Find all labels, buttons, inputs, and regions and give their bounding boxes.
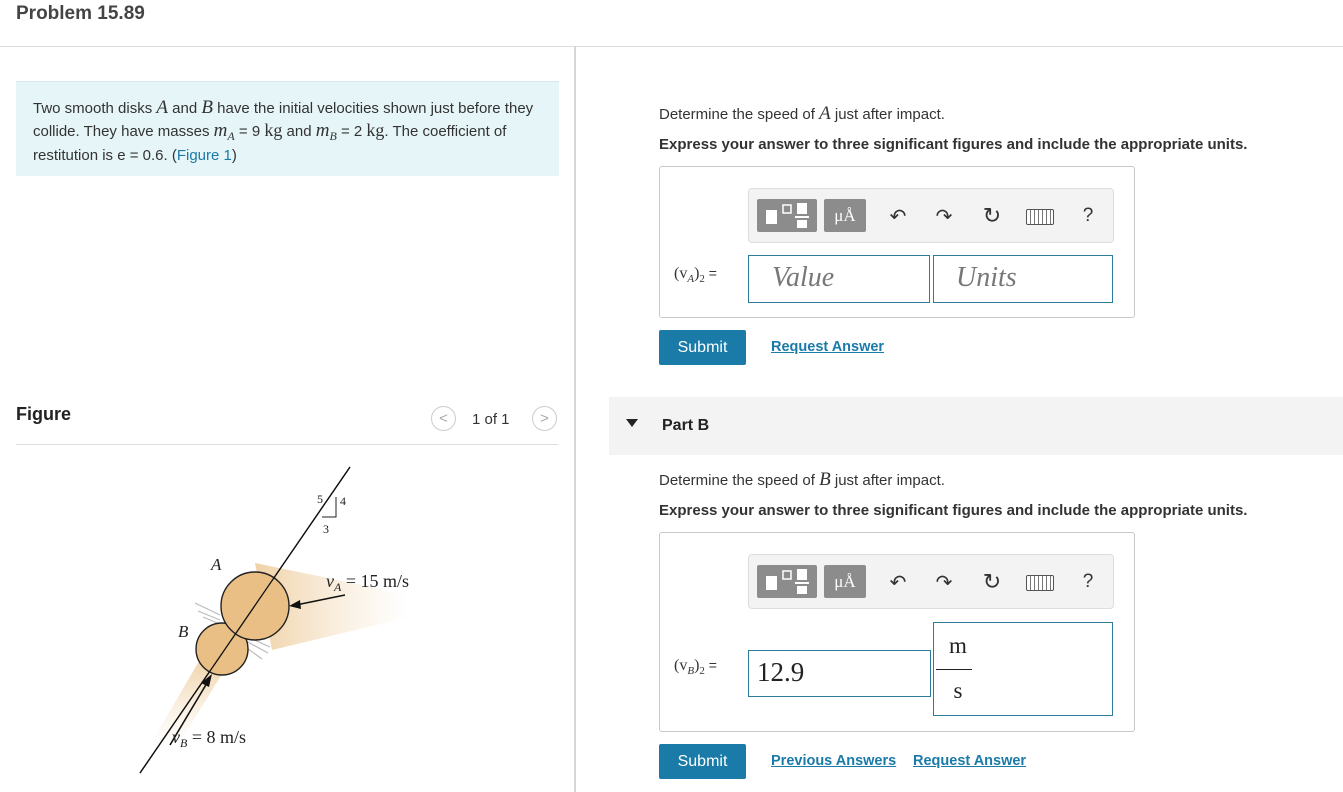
part-b-answer-box — [659, 532, 1135, 732]
part-b-label-v: (v — [674, 657, 688, 674]
part-b-question — [659, 469, 945, 491]
part-a-units-input[interactable] — [933, 255, 1113, 303]
part-b-header[interactable] — [609, 397, 1343, 455]
part-b-question-symbol: B — [819, 469, 831, 490]
column-divider — [574, 46, 576, 792]
part-a-value-input[interactable] — [748, 255, 930, 303]
part-a-label-paren: ) — [694, 265, 700, 282]
problem-text: and — [168, 100, 202, 117]
collapse-caret-icon[interactable] — [626, 419, 638, 427]
part-a-question-text: just after impact. — [830, 106, 945, 123]
part-b-request-answer-link[interactable]: Request Answer — [913, 753, 1027, 769]
restitution-symbol: e — [117, 147, 126, 164]
templates-button[interactable] — [757, 199, 817, 232]
part-b-label-index: 2 — [699, 665, 705, 678]
figure-prev-button[interactable] — [431, 406, 456, 431]
undo-icon[interactable]: ↶ — [889, 205, 907, 228]
part-a-request-answer-link[interactable]: Request Answer — [771, 339, 885, 355]
label-velocity-a-value: = 15 m/s — [341, 571, 410, 591]
templates-icon — [757, 199, 817, 232]
disk-a-symbol: A — [156, 97, 168, 118]
keyboard-icon[interactable] — [1026, 209, 1054, 225]
part-b-label-subscript: B — [687, 665, 695, 678]
reset-icon[interactable]: ↻ — [982, 203, 1002, 228]
label-velocity-b-value: = 8 m/s — [187, 727, 247, 747]
label-velocity-b-symbol: v — [172, 727, 180, 747]
part-a-math-toolbar — [748, 188, 1114, 243]
part-a-label-v: (v — [674, 265, 688, 282]
units-symbols-button[interactable]: μÅ — [824, 565, 866, 598]
chevron-right-icon: > — [540, 410, 549, 427]
label-velocity-a — [326, 571, 409, 594]
chevron-left-icon: < — [439, 410, 448, 427]
problem-statement — [33, 98, 543, 167]
redo-icon[interactable]: ↷ — [935, 205, 953, 228]
figure-heading: Figure — [16, 404, 72, 424]
part-a-question-symbol: A — [819, 103, 831, 124]
keyboard-icon[interactable] — [1026, 575, 1054, 591]
label-velocity-a-symbol: v — [326, 571, 334, 591]
label-disk-a: A — [211, 555, 222, 574]
redo-icon[interactable]: ↷ — [935, 571, 953, 594]
part-a-submit-button[interactable]: Submit — [659, 330, 746, 365]
part-b-label-equals: = — [704, 657, 717, 673]
part-b-instructions: Express your answer to three significant figures and include the appropriate units. — [659, 502, 1248, 519]
label-velocity-a-subscript: A — [334, 580, 342, 594]
unit-numerator: m — [949, 633, 967, 658]
part-b-math-toolbar — [748, 554, 1114, 609]
figure-next-button[interactable] — [532, 406, 557, 431]
mass-a-symbol: m — [213, 119, 228, 141]
part-a-units-placeholder: Units — [956, 262, 1017, 293]
help-icon[interactable]: ? — [1082, 205, 1094, 226]
part-a-question-text: Determine the speed of — [659, 106, 820, 123]
undo-icon[interactable]: ↶ — [889, 571, 907, 594]
part-a-instructions: Express your answer to three significant figures and include the appropriate units. — [659, 136, 1248, 153]
slope-label-5: 5 — [317, 492, 323, 506]
slope-label-3: 3 — [323, 522, 329, 536]
mass-a-value: = 9 — [234, 122, 265, 140]
header-divider — [0, 46, 1343, 47]
problem-text: ) — [231, 147, 237, 164]
figure-pager: 1 of 1 — [472, 411, 510, 428]
label-velocity-b-subscript: B — [180, 736, 188, 750]
problem-text: Two smooth disks — [33, 100, 157, 117]
part-a-label-index: 2 — [699, 273, 705, 286]
problem-text: have the initial velocities shown just before they collide. They have masses — [33, 100, 534, 140]
collision-figure — [0, 445, 570, 792]
slope-triangle — [322, 497, 336, 517]
restitution-value: = 0.6. ( — [125, 147, 177, 164]
part-a-value-placeholder: Value — [772, 262, 835, 293]
part-b-label-paren: ) — [694, 657, 700, 674]
disk-b-symbol: B — [201, 97, 213, 118]
part-b-question-text: Determine the speed of — [659, 472, 820, 489]
part-a-label-equals: = — [704, 265, 717, 281]
slope-label-4: 4 — [340, 494, 346, 508]
mass-b-symbol: m — [315, 119, 330, 141]
figure-link[interactable]: Figure 1 — [176, 147, 232, 164]
part-b-value-input[interactable]: 12.9 — [748, 650, 931, 697]
mass-a-unit: kg — [264, 119, 283, 140]
part-a-variable-label — [674, 265, 717, 285]
part-b-question-text: just after impact. — [830, 472, 945, 489]
reset-icon[interactable]: ↻ — [982, 569, 1002, 594]
part-a-question — [659, 103, 945, 125]
part-b-variable-label — [674, 657, 717, 677]
unit-fraction-bar — [936, 669, 972, 670]
part-b-units-input[interactable] — [933, 622, 1113, 716]
page-title: Problem 15.89 — [16, 3, 145, 24]
part-a-label-subscript: A — [687, 273, 695, 286]
part-b-previous-answers-link[interactable]: Previous Answers — [771, 753, 897, 769]
mass-a-subscript: A — [227, 128, 235, 143]
unit-denominator: s — [953, 678, 963, 703]
part-b-submit-button[interactable]: Submit — [659, 744, 746, 779]
mass-b-subscript: B — [329, 128, 337, 143]
part-b-heading: Part B — [662, 417, 710, 434]
mass-b-value: = 2 — [336, 122, 367, 140]
mass-b-unit: kg — [366, 119, 385, 140]
templates-button[interactable] — [757, 565, 817, 598]
part-a-answer-box — [659, 166, 1135, 318]
problem-text: and — [282, 122, 316, 140]
templates-icon — [757, 565, 817, 598]
problem-text: . The coefficient of restitution is — [33, 122, 507, 164]
label-disk-b: B — [178, 622, 189, 641]
help-icon[interactable]: ? — [1082, 571, 1094, 592]
units-symbols-button[interactable]: μÅ — [824, 199, 866, 232]
